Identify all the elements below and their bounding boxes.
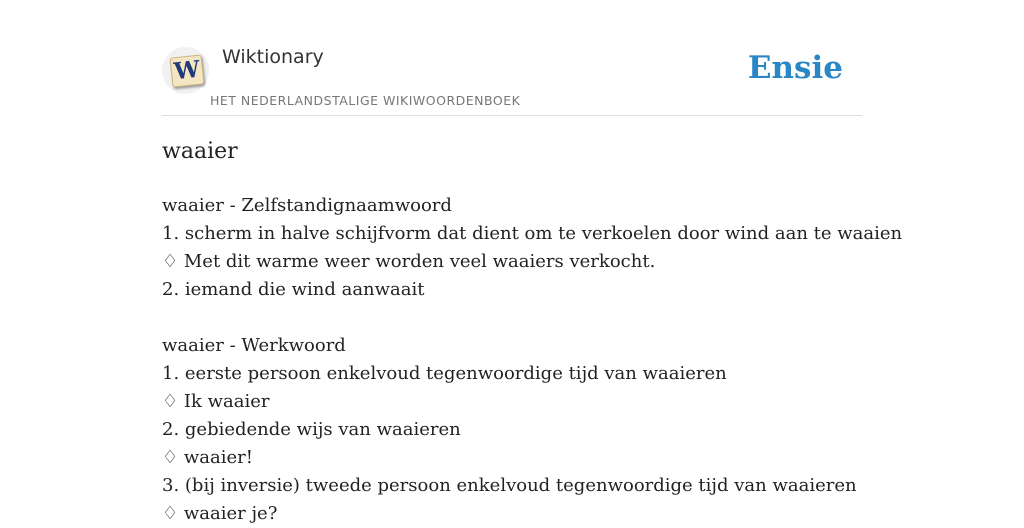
- example-line: ♢ Ik waaier: [162, 391, 270, 412]
- definition-line: 2. gebiedende wijs van waaieren: [162, 419, 461, 440]
- definition-line: 1. scherm in halve schijfvorm dat dient om te verkoelen door wind aan te waaien: [162, 223, 903, 244]
- definition-line: 2. iemand die wind aanwaait: [162, 279, 425, 300]
- entry-body: [162, 192, 903, 528]
- example-line: ♢ waaier!: [162, 447, 253, 468]
- header-divider: [162, 115, 862, 116]
- definition-line: 1. eerste persoon enkelvoud tegenwoordige tijd van waaieren: [162, 363, 727, 384]
- section-heading: waaier - Werkwoord: [162, 335, 346, 356]
- site-tagline: HET NEDERLANDSTALIGE WIKIWOORDENBOEK: [210, 93, 521, 108]
- section-heading: waaier - Zelfstandignaamwoord: [162, 195, 452, 216]
- definition-line: 3. (bij inversie) tweede persoon enkelvoud tegenwoordige tijd van waaieren: [162, 475, 857, 496]
- section-spacer: [162, 304, 862, 332]
- w-tile-icon: W: [170, 54, 205, 87]
- entry-title: waaier: [162, 139, 238, 164]
- site-name[interactable]: Wiktionary: [222, 46, 324, 68]
- example-line: ♢ Met dit warme weer worden veel waaiers verkocht.: [162, 251, 656, 272]
- page: [162, 0, 903, 524]
- wiktionary-logo[interactable]: [162, 47, 209, 94]
- example-line: ♢ waaier je?: [162, 503, 278, 524]
- ensie-logo[interactable]: Ensie: [747, 50, 843, 86]
